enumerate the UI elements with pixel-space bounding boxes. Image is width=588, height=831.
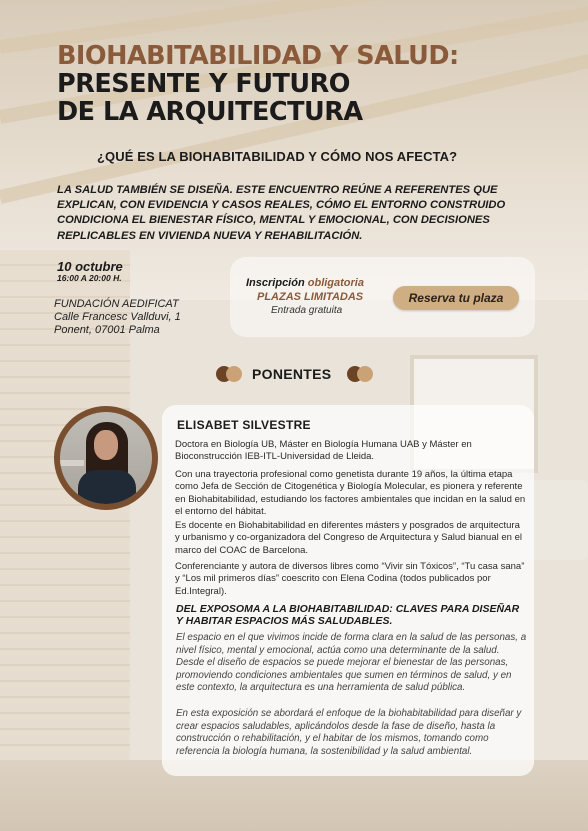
free-entry: Entrada gratuita xyxy=(271,305,343,316)
speaker-bio-1: Doctora en Biología UB, Máster en Biología Humana UAB y Máster en Bioconstrucción IEB-ITL-Universidad de Lleida. xyxy=(175,439,472,463)
venue xyxy=(54,298,181,337)
talk-paragraph-2: En esta exposición se abordará el enfoque de la biohabitabilidad para diseñar y crear espacios saludables, aplicándolos desde la fase de diseño, hasta la construcción o rehabilitación, y el habitar de los mismos, tomando como referencia la biología humana, la sostenibilidad y la salud ambiental. xyxy=(176,708,522,757)
event-date: 10 octubre xyxy=(57,259,123,274)
speaker-name: ELISABET SILVESTRE xyxy=(177,418,311,432)
talk-paragraph-1: El espacio en el que vivimos incide de forma clara en la salud de las personas, a nivel físico, mental y emocional, actúa como una determinante de la salud. Desde el diseño de espacios se puede mejorar el bienestar de las personas, promoviendo condiciones ambientales que sumen en términos de salud, y en este contexto, la arquitectura es una herramienta de salud pública. xyxy=(176,632,527,694)
avatar xyxy=(60,412,152,504)
registration-label-accent: obligatoria xyxy=(307,277,364,289)
venue-address-line-2: Ponent, 07001 Palma xyxy=(54,324,160,336)
limited-seats: PLAZAS LIMITADAS xyxy=(257,291,364,303)
speaker-bio-3: Es docente en Biohabitabilidad en diferentes másters y posgrados de arquitectura y urbanismo y co-organizadora del Congreso de Arquitectura y Salud bianual en el marco del COAC de Barcelona. xyxy=(175,520,522,556)
registration-label xyxy=(246,277,364,289)
venue-address-line-1: Calle Francesc Vallduvi, 1 xyxy=(54,311,181,323)
page-title xyxy=(57,42,459,126)
talk-title: DEL EXPOSOMA A LA BIOHABITABILIDAD: CLAVES PARA DISEÑAR Y HABITAR ESPACIOS MÁS SALUDABLES. xyxy=(176,603,520,628)
speaker-bio-2: Con una trayectoria profesional como genetista durante 19 años, la última etapa como Jefa de Sección de Citogenética y Biología Molecular, es pionera y referente en Biohabitabilidad, estudiando los factores ambientales que incidan en la salud en el entorno del hábitat. xyxy=(175,469,526,518)
reserve-button[interactable]: Reserva tu plaza xyxy=(393,286,519,310)
title-line-2: PRESENTE Y FUTURO xyxy=(57,69,350,99)
brick-wall xyxy=(0,250,130,831)
speakers-heading: PONENTES xyxy=(252,366,332,382)
subtitle: ¿QUÉ ES LA BIOHABITABILIDAD Y CÓMO NOS AFECTA? xyxy=(97,149,458,164)
decorative-dots-left xyxy=(216,366,244,382)
speaker-bio-4: Conferenciante y autora de diversos libres como “Vivir sin Tóxicos”, “Tu casa sana” y “Los mil primeros días” coescrito con Elena Codina (todos publicados por Ed.Integral). xyxy=(175,561,525,597)
title-line-1: BIOHABITABILIDAD Y SALUD: xyxy=(57,41,459,71)
decorative-dots-right xyxy=(347,366,375,382)
registration-label-prefix: Inscripción xyxy=(246,277,305,289)
event-time: 16:00 A 20:00 H. xyxy=(57,273,122,283)
title-line-3: DE LA ARQUITECTURA xyxy=(57,97,363,127)
venue-name: FUNDACIÓN AEDIFICAT xyxy=(54,298,179,310)
intro-text: LA SALUD TAMBIÉN SE DISEÑA. ESTE ENCUENTRO REÚNE A REFERENTES QUE EXPLICAN, CON EVIDENCIA Y CASOS REALES, CÓMO EL ENTORNO CONSTRUIDO CONDICIONA EL BIENESTAR FÍSICO, MENTAL Y EMOCIONAL, CON DECISIONES REPLICABLES EN VIVIENDA NUEVA Y REHABILITACIÓN. xyxy=(57,184,506,242)
